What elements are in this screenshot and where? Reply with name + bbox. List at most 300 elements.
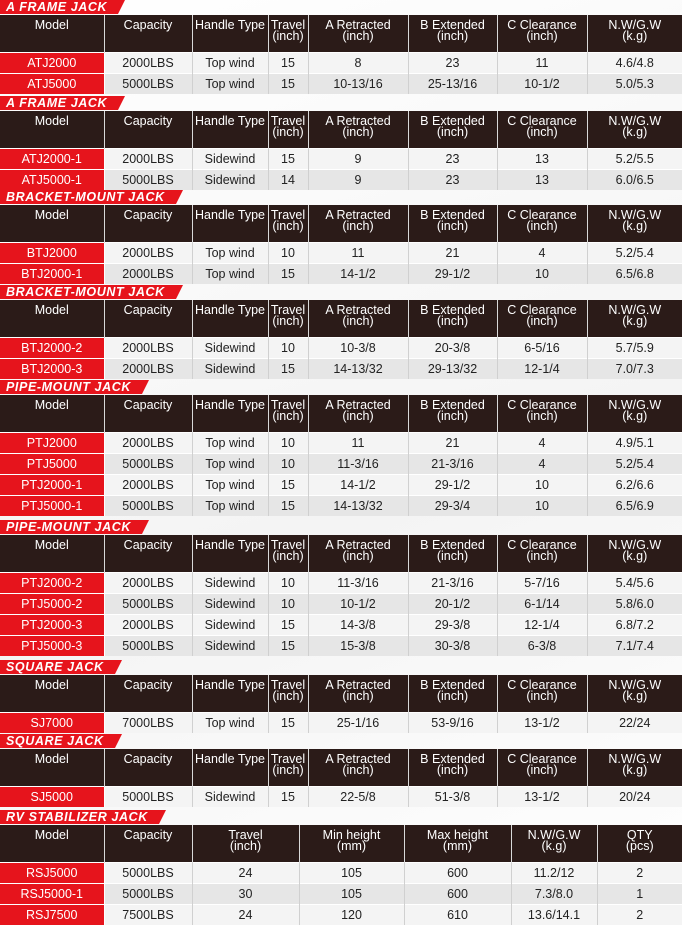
table-cell: Sidewind	[192, 594, 268, 615]
column-header	[268, 15, 308, 53]
table-cell: 600	[404, 884, 511, 905]
column-header-label: Capacity	[124, 303, 173, 317]
table-cell: 11.2/12	[511, 863, 597, 884]
column-header	[104, 300, 192, 338]
column-header	[104, 111, 192, 149]
section-title: A FRAME JACK	[0, 96, 118, 110]
table-cell: 10-13/16	[308, 74, 408, 95]
table-cell: 10-1/2	[308, 594, 408, 615]
column-header-label: Capacity	[124, 678, 173, 692]
column-header-label: C Clearance	[507, 538, 576, 552]
model-cell: PTJ2000-3	[0, 615, 104, 636]
model-cell: BTJ2000-2	[0, 338, 104, 359]
model-cell: PTJ5000	[0, 454, 104, 475]
column-header-label: B Extended	[420, 208, 485, 222]
table-cell: Sidewind	[192, 636, 268, 657]
table-cell: 2	[597, 863, 682, 884]
table-cell: 20/24	[587, 787, 682, 808]
table-cell: 25-13/16	[408, 74, 497, 95]
model-cell: SJ5000	[0, 787, 104, 808]
table-row	[0, 243, 682, 264]
table-cell: Sidewind	[192, 338, 268, 359]
table-cell: 30	[192, 884, 299, 905]
table-cell: 24	[192, 863, 299, 884]
table-cell: 15	[268, 787, 308, 808]
header-row	[0, 205, 682, 243]
section-title: PIPE-MOUNT JACK	[0, 520, 142, 534]
column-header	[192, 111, 268, 149]
table-cell: 2000LBS	[104, 53, 192, 74]
table-cell: 29-1/2	[408, 264, 497, 285]
table-cell: 14-1/2	[308, 475, 408, 496]
column-header	[408, 675, 497, 713]
column-header-label: Model	[35, 678, 69, 692]
table-cell: 14	[268, 170, 308, 191]
spec-table	[0, 749, 682, 807]
table-cell: 11	[497, 53, 587, 74]
table-cell: 5.4/5.6	[587, 573, 682, 594]
table-cell: 10-3/8	[308, 338, 408, 359]
column-header-unit: (inch)	[309, 411, 408, 422]
table-cell: 11-3/16	[308, 454, 408, 475]
table-cell: 29-3/4	[408, 496, 497, 517]
column-header-label: N.W/G.W	[528, 828, 581, 842]
table-cell: 5000LBS	[104, 170, 192, 191]
header-row	[0, 675, 682, 713]
table-cell: 21	[408, 433, 497, 454]
table-cell: 6-5/16	[497, 338, 587, 359]
column-header	[0, 825, 104, 863]
column-header	[408, 535, 497, 573]
table-cell: 2000LBS	[104, 359, 192, 380]
table-cell: 2000LBS	[104, 475, 192, 496]
column-header-label: Model	[35, 114, 69, 128]
column-header	[192, 300, 268, 338]
table-cell: 7000LBS	[104, 713, 192, 734]
column-header-label: Max height	[427, 828, 488, 842]
column-header	[497, 535, 587, 573]
table-cell: 10	[268, 454, 308, 475]
table-cell: 5000LBS	[104, 884, 192, 905]
header-row	[0, 749, 682, 787]
column-header	[308, 205, 408, 243]
column-header-unit: (inch)	[498, 551, 587, 562]
column-header-label: Travel	[271, 398, 305, 412]
column-header-label: Handle Type	[195, 18, 265, 32]
column-header-unit: (inch)	[269, 551, 308, 562]
column-header	[408, 395, 497, 433]
table-cell: 15	[268, 74, 308, 95]
table-cell: Sidewind	[192, 359, 268, 380]
column-header-unit: (inch)	[269, 316, 308, 327]
column-header-unit: (k.g)	[588, 551, 682, 562]
table-cell: 8	[308, 53, 408, 74]
table-cell: 23	[408, 170, 497, 191]
column-header	[192, 535, 268, 573]
column-header	[308, 395, 408, 433]
table-cell: 4	[497, 433, 587, 454]
column-header-unit: (inch)	[269, 31, 308, 42]
model-cell: PTJ5000-2	[0, 594, 104, 615]
table-cell: 2000LBS	[104, 433, 192, 454]
table-row	[0, 615, 682, 636]
table-cell: 24	[192, 905, 299, 925]
column-header-label: A Retracted	[325, 114, 390, 128]
table-cell: 11	[308, 243, 408, 264]
column-header-label: Handle Type	[195, 752, 265, 766]
table-cell: 15	[268, 359, 308, 380]
column-header-label: N.W/G.W	[608, 303, 661, 317]
spec-table	[0, 300, 682, 379]
column-header	[192, 205, 268, 243]
section-title: SQUARE JACK	[0, 660, 115, 674]
section-title: SQUARE JACK	[0, 734, 115, 748]
column-header-label: A Retracted	[325, 538, 390, 552]
column-header	[497, 15, 587, 53]
column-header-unit: (inch)	[498, 31, 587, 42]
table-cell: 13	[497, 149, 587, 170]
column-header-unit: (inch)	[269, 127, 308, 138]
column-header-label: N.W/G.W	[608, 114, 661, 128]
column-header-label: QTY	[627, 828, 653, 842]
column-header-unit: (k.g)	[588, 411, 682, 422]
table-cell: 21-3/16	[408, 454, 497, 475]
section-title: BRACKET-MOUNT JACK	[0, 190, 176, 204]
header-row	[0, 395, 682, 433]
table-cell: 10	[268, 594, 308, 615]
table-cell: 5.2/5.4	[587, 243, 682, 264]
column-header	[497, 749, 587, 787]
column-header-label: N.W/G.W	[608, 538, 661, 552]
table-cell: Top wind	[192, 53, 268, 74]
table-cell: Top wind	[192, 243, 268, 264]
model-cell: BTJ2000	[0, 243, 104, 264]
column-header	[497, 300, 587, 338]
table-cell: Top wind	[192, 74, 268, 95]
table-cell: Top wind	[192, 496, 268, 517]
model-cell: SJ7000	[0, 713, 104, 734]
table-cell: 6.5/6.9	[587, 496, 682, 517]
table-cell: 6.5/6.8	[587, 264, 682, 285]
table-row	[0, 713, 682, 734]
column-header	[0, 395, 104, 433]
column-header	[308, 749, 408, 787]
column-header-unit: (inch)	[309, 316, 408, 327]
column-header-label: Capacity	[124, 752, 173, 766]
column-header	[308, 300, 408, 338]
table-row	[0, 863, 682, 884]
column-header-unit: (k.g)	[588, 127, 682, 138]
model-cell: RSJ5000-1	[0, 884, 104, 905]
column-header-label: A Retracted	[325, 752, 390, 766]
column-header	[587, 675, 682, 713]
table-cell: 15	[268, 636, 308, 657]
column-header	[268, 205, 308, 243]
table-cell: 20-3/8	[408, 338, 497, 359]
table-cell: Top wind	[192, 433, 268, 454]
column-header	[587, 395, 682, 433]
column-header-label: Capacity	[124, 828, 173, 842]
model-cell: ATJ5000	[0, 74, 104, 95]
table-cell: 13-1/2	[497, 713, 587, 734]
table-cell: Top wind	[192, 713, 268, 734]
model-cell: PTJ2000	[0, 433, 104, 454]
table-cell: 13.6/14.1	[511, 905, 597, 925]
table-cell: Top wind	[192, 454, 268, 475]
column-header-label: B Extended	[420, 752, 485, 766]
table-cell: 105	[299, 884, 404, 905]
table-cell: 10-1/2	[497, 74, 587, 95]
column-header-unit: (k.g)	[512, 841, 597, 852]
table-cell: 29-13/32	[408, 359, 497, 380]
table-cell: 20-1/2	[408, 594, 497, 615]
column-header	[308, 675, 408, 713]
table-cell: 25-1/16	[308, 713, 408, 734]
column-header-unit: (inch)	[269, 765, 308, 776]
column-header-unit: (k.g)	[588, 221, 682, 232]
table-cell: 7.3/8.0	[511, 884, 597, 905]
section-title: BRACKET-MOUNT JACK	[0, 285, 176, 299]
model-cell: RSJ7500	[0, 905, 104, 925]
column-header-label: Model	[35, 538, 69, 552]
column-header-label: Travel	[228, 828, 262, 842]
table-cell: 610	[404, 905, 511, 925]
table-cell: 15	[268, 264, 308, 285]
column-header-unit: (inch)	[409, 127, 497, 138]
table-cell: 10	[268, 573, 308, 594]
header-row	[0, 111, 682, 149]
column-header-unit: (k.g)	[588, 31, 682, 42]
column-header	[404, 825, 511, 863]
column-header-label: C Clearance	[507, 208, 576, 222]
column-header-label: Travel	[271, 303, 305, 317]
column-header-label: Capacity	[124, 18, 173, 32]
table-row	[0, 338, 682, 359]
table-cell: 13-1/2	[497, 787, 587, 808]
column-header	[408, 15, 497, 53]
table-cell: 10	[497, 264, 587, 285]
model-cell: BTJ2000-3	[0, 359, 104, 380]
table-cell: 21-3/16	[408, 573, 497, 594]
column-header-label: Capacity	[124, 398, 173, 412]
table-cell: 22-5/8	[308, 787, 408, 808]
table-cell: 4.9/5.1	[587, 433, 682, 454]
table-row	[0, 594, 682, 615]
column-header	[497, 205, 587, 243]
spec-table	[0, 15, 682, 94]
table-cell: 15	[268, 475, 308, 496]
table-cell: 12-1/4	[497, 359, 587, 380]
column-header-label: Capacity	[124, 114, 173, 128]
model-cell: ATJ5000-1	[0, 170, 104, 191]
column-header-unit: (inch)	[498, 316, 587, 327]
table-cell: 22/24	[587, 713, 682, 734]
table-cell: 5.0/5.3	[587, 74, 682, 95]
column-header	[587, 749, 682, 787]
section-title: PIPE-MOUNT JACK	[0, 380, 142, 394]
table-cell: 15	[268, 496, 308, 517]
column-header-label: Model	[35, 752, 69, 766]
column-header	[0, 205, 104, 243]
column-header	[104, 15, 192, 53]
table-cell: 2	[597, 905, 682, 925]
table-cell: 5-7/16	[497, 573, 587, 594]
column-header	[497, 675, 587, 713]
column-header-label: Handle Type	[195, 398, 265, 412]
table-cell: 5000LBS	[104, 787, 192, 808]
spec-table	[0, 205, 682, 284]
column-header	[104, 675, 192, 713]
column-header	[192, 675, 268, 713]
column-header-label: Handle Type	[195, 678, 265, 692]
table-cell: 21	[408, 243, 497, 264]
column-header-label: A Retracted	[325, 678, 390, 692]
column-header-label: Model	[35, 398, 69, 412]
table-cell: 1	[597, 884, 682, 905]
column-header-label: Model	[35, 208, 69, 222]
column-header	[104, 395, 192, 433]
table-cell: 5000LBS	[104, 636, 192, 657]
table-cell: 5.8/6.0	[587, 594, 682, 615]
table-cell: 10	[268, 433, 308, 454]
table-cell: 14-1/2	[308, 264, 408, 285]
table-cell: 2000LBS	[104, 573, 192, 594]
column-header	[104, 749, 192, 787]
model-cell: PTJ2000-2	[0, 573, 104, 594]
column-header-label: C Clearance	[507, 678, 576, 692]
header-row	[0, 15, 682, 53]
column-header	[587, 111, 682, 149]
column-header-label: Travel	[271, 18, 305, 32]
table-cell: 2000LBS	[104, 615, 192, 636]
column-header-unit: (inch)	[309, 765, 408, 776]
column-header-label: B Extended	[420, 678, 485, 692]
model-cell: PTJ5000-1	[0, 496, 104, 517]
column-header	[268, 675, 308, 713]
column-header-label: Travel	[271, 752, 305, 766]
header-row	[0, 825, 682, 863]
table-cell: 51-3/8	[408, 787, 497, 808]
table-cell: 14-3/8	[308, 615, 408, 636]
column-header-unit: (inch)	[409, 551, 497, 562]
column-header-unit: (inch)	[409, 31, 497, 42]
column-header	[0, 675, 104, 713]
column-header	[0, 749, 104, 787]
column-header	[587, 15, 682, 53]
table-row	[0, 264, 682, 285]
model-cell: ATJ2000	[0, 53, 104, 74]
table-cell: 23	[408, 53, 497, 74]
table-cell: 11-3/16	[308, 573, 408, 594]
table-cell: Sidewind	[192, 615, 268, 636]
column-header	[192, 749, 268, 787]
table-cell: 4.6/4.8	[587, 53, 682, 74]
column-header-unit: (mm)	[300, 841, 404, 852]
column-header-label: Handle Type	[195, 208, 265, 222]
column-header	[408, 111, 497, 149]
column-header-label: Travel	[271, 208, 305, 222]
column-header-label: N.W/G.W	[608, 398, 661, 412]
table-row	[0, 170, 682, 191]
table-cell: 7.1/7.4	[587, 636, 682, 657]
table-cell: 9	[308, 149, 408, 170]
column-header-label: A Retracted	[325, 18, 390, 32]
column-header-label: N.W/G.W	[608, 18, 661, 32]
table-row	[0, 454, 682, 475]
table-row	[0, 53, 682, 74]
section-title: A FRAME JACK	[0, 0, 118, 14]
column-header	[104, 205, 192, 243]
column-header	[587, 205, 682, 243]
table-cell: 6-1/14	[497, 594, 587, 615]
spec-table	[0, 535, 682, 656]
table-cell: 2000LBS	[104, 243, 192, 264]
table-cell: Sidewind	[192, 787, 268, 808]
table-cell: 10	[268, 243, 308, 264]
column-header-unit: (inch)	[269, 691, 308, 702]
column-header	[268, 395, 308, 433]
column-header	[587, 535, 682, 573]
table-row	[0, 74, 682, 95]
column-header-unit: (inch)	[409, 765, 497, 776]
column-header-label: Model	[35, 18, 69, 32]
table-cell: 14-13/32	[308, 359, 408, 380]
column-header-unit: (inch)	[309, 691, 408, 702]
table-cell: 5000LBS	[104, 74, 192, 95]
table-row	[0, 475, 682, 496]
model-cell: BTJ2000-1	[0, 264, 104, 285]
table-row	[0, 636, 682, 657]
table-row	[0, 149, 682, 170]
table-cell: 23	[408, 149, 497, 170]
column-header-label: Handle Type	[195, 538, 265, 552]
column-header-label: B Extended	[420, 303, 485, 317]
column-header-unit: (inch)	[498, 127, 587, 138]
table-cell: 120	[299, 905, 404, 925]
table-cell: 2000LBS	[104, 149, 192, 170]
table-row	[0, 905, 682, 925]
table-cell: 14-13/32	[308, 496, 408, 517]
column-header	[104, 825, 192, 863]
column-header-unit: (inch)	[309, 127, 408, 138]
column-header	[192, 825, 299, 863]
column-header-label: C Clearance	[507, 398, 576, 412]
column-header-label: Capacity	[124, 538, 173, 552]
table-row	[0, 573, 682, 594]
column-header-unit: (inch)	[409, 411, 497, 422]
table-cell: 15	[268, 615, 308, 636]
table-cell: Top wind	[192, 264, 268, 285]
column-header	[0, 15, 104, 53]
column-header-unit: (inch)	[193, 841, 299, 852]
table-cell: 6.2/6.6	[587, 475, 682, 496]
column-header	[497, 111, 587, 149]
model-cell: PTJ5000-3	[0, 636, 104, 657]
table-cell: 5000LBS	[104, 594, 192, 615]
column-header-label: B Extended	[420, 398, 485, 412]
table-cell: 5.7/5.9	[587, 338, 682, 359]
column-header-label: B Extended	[420, 18, 485, 32]
column-header-unit: (k.g)	[588, 691, 682, 702]
table-cell: 5.2/5.4	[587, 454, 682, 475]
table-cell: Sidewind	[192, 149, 268, 170]
column-header-label: Handle Type	[195, 303, 265, 317]
table-row	[0, 496, 682, 517]
column-header-label: C Clearance	[507, 18, 576, 32]
column-header-unit: (inch)	[269, 411, 308, 422]
column-header	[597, 825, 682, 863]
column-header	[587, 300, 682, 338]
